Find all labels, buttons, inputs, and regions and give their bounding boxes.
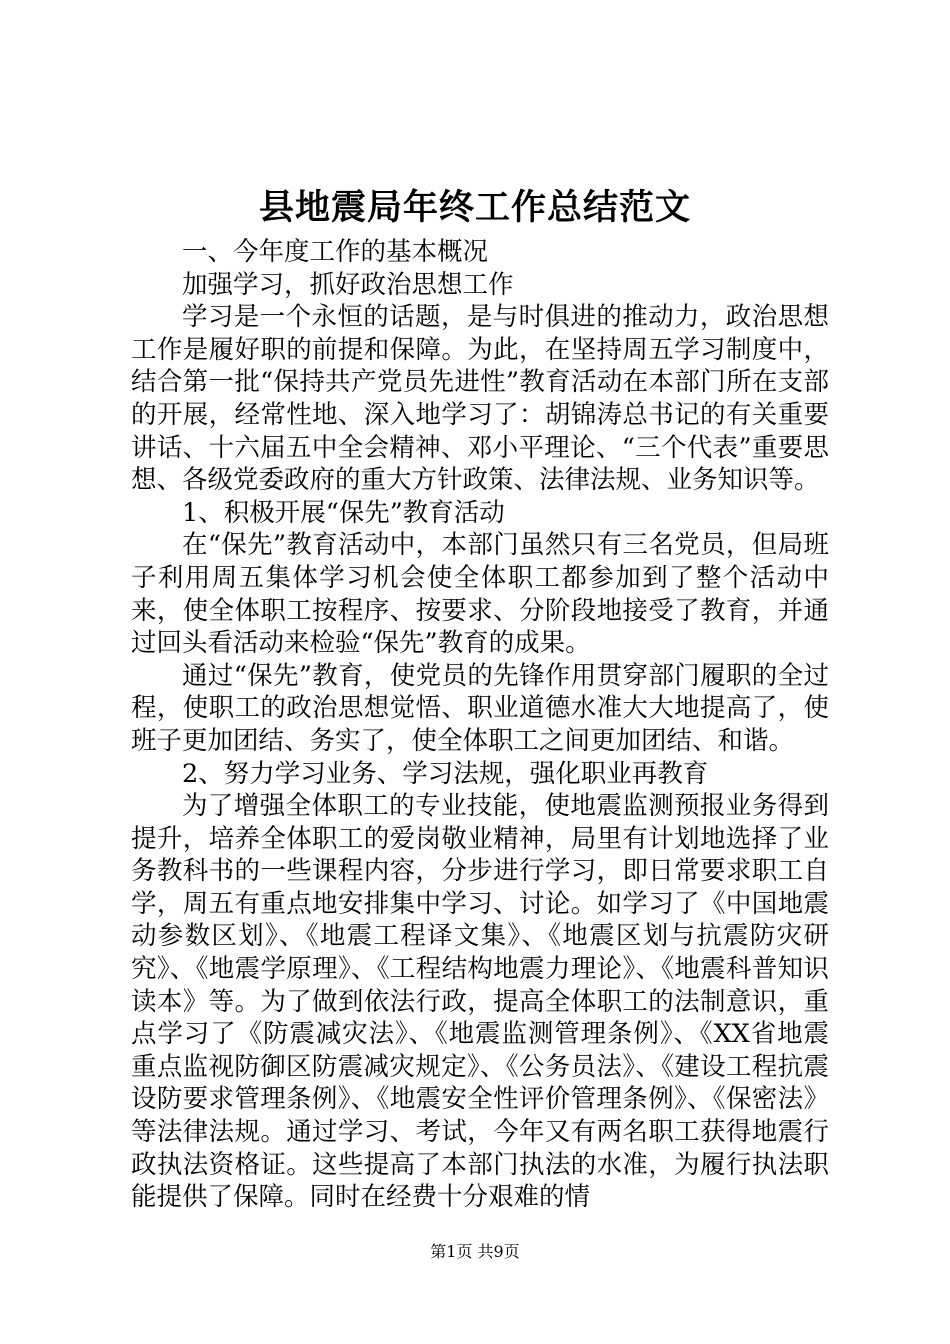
body-paragraph: 在“保先”教育活动中，本部门虽然只有三名党员，但局班子利用周五集体学习机会使全体职工都参加到了整个活动中来，使全体职工按程序、按要求、分阶段地接受了教育，并通过回头看活动来检验“保先”教育的成果。 [131, 530, 829, 659]
body-paragraph: 为了增强全体职工的专业技能，使地震监测预报业务得到提升，培养全体职工的爱岗敬业精神，局里有计划地选择了业务教科书的一些课程内容，分步进行学习，即日常要求职工自学，周五有重点地安排集中学习、讨论。如学习了《中国地震动参数区划》、《地震工程译文集》、《地震区划与抗震防灾研究》、《地震学原理》、《工程结构地震力理论》、《地震科普知识读本》等。为了做到依法行政，提高全体职工的法制意识，重点学习了《防震减灾法》、《地震监测管理条例》、《XX省地震重点监视防御区防震减灾规定》、《公务员法》、《建设工程抗震设防要求管理条例》、《地震安全性评价管理条例》、《保密法》等法律法规。通过学习、考试，今年又有两名职工获得地震行政执法资格证。这些提高了本部门执法的水准，为履行执法职能提供了保障。同时在经费十分艰难的情 [131, 791, 829, 1213]
page-number-footer: 第1页 共9页 [430, 1242, 520, 1261]
subsection-heading: 2、努力学习业务、学习法规，强化职业再教育 [182, 758, 709, 789]
subsection-heading: 加强学习，抓好政治思想工作 [182, 269, 514, 300]
document-body [131, 236, 829, 1214]
body-paragraph: 通过“保先”教育，使党员的先锋作用贯穿部门履职的全过程，使职工的政治思想觉悟、职业道德水准大大地提高了，使班子更加团结、务实了，使全体职工之间更加团结、和谐。 [131, 660, 829, 756]
subsection-heading: 1、积极开展“保先”教育活动 [182, 497, 505, 528]
document-title: 县地震局年终工作总结范文 [258, 187, 691, 228]
section-heading: 一、今年度工作的基本概况 [182, 237, 489, 267]
body-paragraph: 学习是一个永恒的话题，是与时俱进的推动力，政治思想工作是履好职的前提和保障。为此，在坚持周五学习制度中，结合第一批“保持共产党员先进性”教育活动在本部门所在支部的开展，经常性地、深入地学习了：胡锦涛总书记的有关重要讲话、十六届五中全会精神、邓小平理论、“三个代表”重要思想、各级党委政府的重大方针政策、法律法规、业务知识等。 [131, 302, 829, 496]
